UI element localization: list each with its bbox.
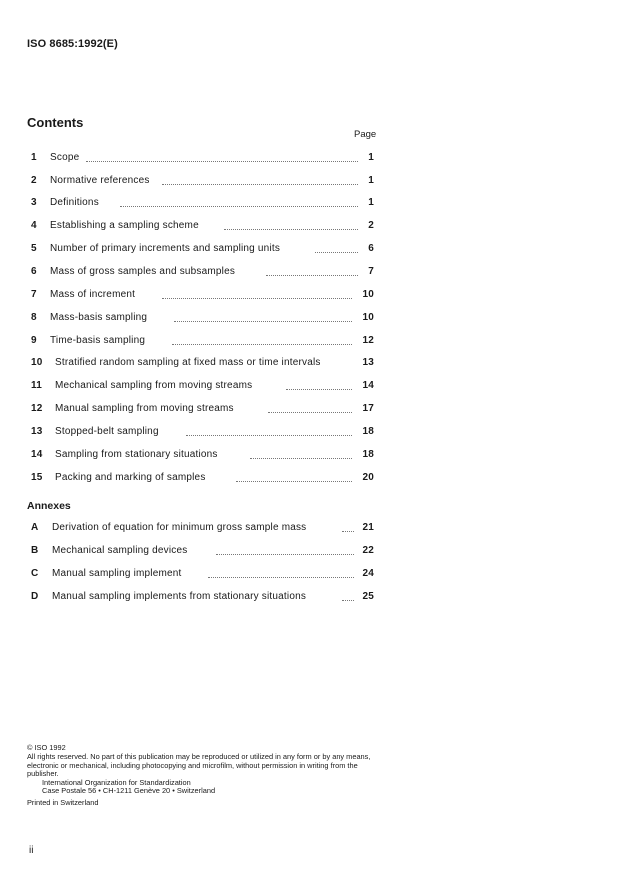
copyright-rights-text: All rights reserved. No part of this publication may be reproduced or utilized in any form or by any means, electronic or mechanical, including photocopying and microfilm, without permission in writing from the publisher. bbox=[27, 752, 371, 779]
toc-entry-page: 18 bbox=[362, 426, 374, 437]
toc-leader-dots bbox=[172, 344, 352, 345]
toc-leader-dots bbox=[268, 412, 352, 413]
toc-leader-dots bbox=[174, 321, 352, 322]
page-number: ii bbox=[29, 845, 34, 856]
toc-leader-dots bbox=[236, 481, 352, 482]
toc-entry-number: 12 bbox=[31, 403, 43, 414]
toc-entry-title: Mass of increment bbox=[50, 289, 136, 300]
toc-entry-number: 1 bbox=[31, 152, 37, 163]
toc-leader-dots bbox=[286, 389, 352, 390]
toc-leader-dots bbox=[162, 184, 358, 185]
copyright-notice: © ISO 1992 bbox=[27, 743, 66, 752]
annex-entry-page: 21 bbox=[362, 522, 374, 533]
toc-entry-title: Number of primary increments and sampling units bbox=[50, 243, 281, 254]
toc-leader-dots bbox=[250, 458, 352, 459]
toc-entry-number: 10 bbox=[31, 357, 43, 368]
annex-entry-letter: D bbox=[31, 591, 39, 602]
toc-leader-dots bbox=[224, 229, 358, 230]
toc-entry-title: Scope bbox=[50, 152, 80, 163]
annex-entry-page: 24 bbox=[362, 568, 374, 579]
toc-entry-title: Stopped-belt sampling bbox=[55, 426, 159, 437]
annex-entry-page: 22 bbox=[362, 545, 374, 556]
toc-entry-page: 1 bbox=[368, 152, 374, 163]
toc-entry-number: 2 bbox=[31, 175, 37, 186]
toc-entry-page: 7 bbox=[368, 266, 374, 277]
toc-entry-page: 10 bbox=[362, 289, 374, 300]
toc-entry-page: 12 bbox=[362, 335, 374, 346]
toc-entry-page: 2 bbox=[368, 220, 374, 231]
copyright-block bbox=[27, 744, 377, 808]
publisher-name: International Organization for Standardization bbox=[42, 777, 191, 787]
toc-entry-title: Sampling from stationary situations bbox=[55, 449, 218, 460]
toc-entry-title: Normative references bbox=[50, 175, 150, 186]
toc-entry-page: 6 bbox=[368, 243, 374, 254]
toc-entry-number: 8 bbox=[31, 312, 37, 323]
toc-leader-dots bbox=[86, 161, 358, 162]
toc-entry-title: Mass of gross samples and subsamples bbox=[50, 266, 236, 277]
toc-entry-page: 10 bbox=[362, 312, 374, 323]
toc-leader-dots bbox=[120, 206, 358, 207]
toc-entry-number: 14 bbox=[31, 449, 43, 460]
toc-entry-page: 1 bbox=[368, 197, 374, 208]
annex-entry-title: Derivation of equation for minimum gross sample mass bbox=[52, 522, 307, 533]
toc-entry-number: 9 bbox=[31, 335, 37, 346]
toc-entry-title: Mechanical sampling from moving streams bbox=[55, 380, 253, 391]
annex-entry-title: Manual sampling implements from stationary situations bbox=[52, 591, 307, 602]
toc-leader-dots bbox=[266, 275, 358, 276]
toc-entry-title: Definitions bbox=[50, 197, 99, 208]
toc-entry-title: Packing and marking of samples bbox=[55, 472, 206, 483]
toc-entry-page: 18 bbox=[362, 449, 374, 460]
toc-entry-page: 13 bbox=[362, 357, 374, 368]
toc-entry-number: 5 bbox=[31, 243, 37, 254]
printed-in: Printed in Switzerland bbox=[27, 798, 99, 808]
toc-entry-number: 15 bbox=[31, 472, 43, 483]
toc-entry-page: 20 bbox=[362, 472, 374, 483]
annex-entry-letter: A bbox=[31, 522, 39, 533]
annex-entry-letter: C bbox=[31, 568, 39, 579]
annexes-heading: Annexes bbox=[27, 500, 71, 512]
toc-entry-title: Establishing a sampling scheme bbox=[50, 220, 199, 231]
toc-entry-number: 7 bbox=[31, 289, 37, 300]
annex-entry-title: Manual sampling implement bbox=[52, 568, 182, 579]
toc-leader-dots bbox=[216, 554, 354, 555]
toc-leader-dots bbox=[208, 577, 354, 578]
toc-entry-number: 4 bbox=[31, 220, 37, 231]
annex-entry-title: Mechanical sampling devices bbox=[52, 545, 188, 556]
publisher-address: Case Postale 56 • CH-1211 Genève 20 • Switzerland bbox=[42, 786, 216, 796]
toc-leader-dots bbox=[186, 435, 352, 436]
toc-leader-dots bbox=[162, 298, 352, 299]
toc-entry-number: 6 bbox=[31, 266, 37, 277]
document-code: ISO 8685:1992(E) bbox=[27, 38, 118, 50]
toc-entry-page: 14 bbox=[362, 380, 374, 391]
contents-title: Contents bbox=[27, 115, 84, 130]
annex-entry-letter: B bbox=[31, 545, 39, 556]
toc-entry-title: Time-basis sampling bbox=[50, 335, 146, 346]
toc-entry-number: 3 bbox=[31, 197, 37, 208]
toc-entry-number: 11 bbox=[31, 380, 42, 391]
toc-entry-page: 1 bbox=[368, 175, 374, 186]
page-column-header: Page bbox=[354, 129, 377, 140]
toc-entry-title: Mass-basis sampling bbox=[50, 312, 148, 323]
toc-entry-title: Manual sampling from moving streams bbox=[55, 403, 234, 414]
annex-entry-page: 25 bbox=[362, 591, 374, 602]
toc-entry-page: 17 bbox=[362, 403, 374, 414]
toc-entry-number: 13 bbox=[31, 426, 43, 437]
toc-entry-title: Stratified random sampling at fixed mass or time intervals bbox=[55, 357, 321, 368]
